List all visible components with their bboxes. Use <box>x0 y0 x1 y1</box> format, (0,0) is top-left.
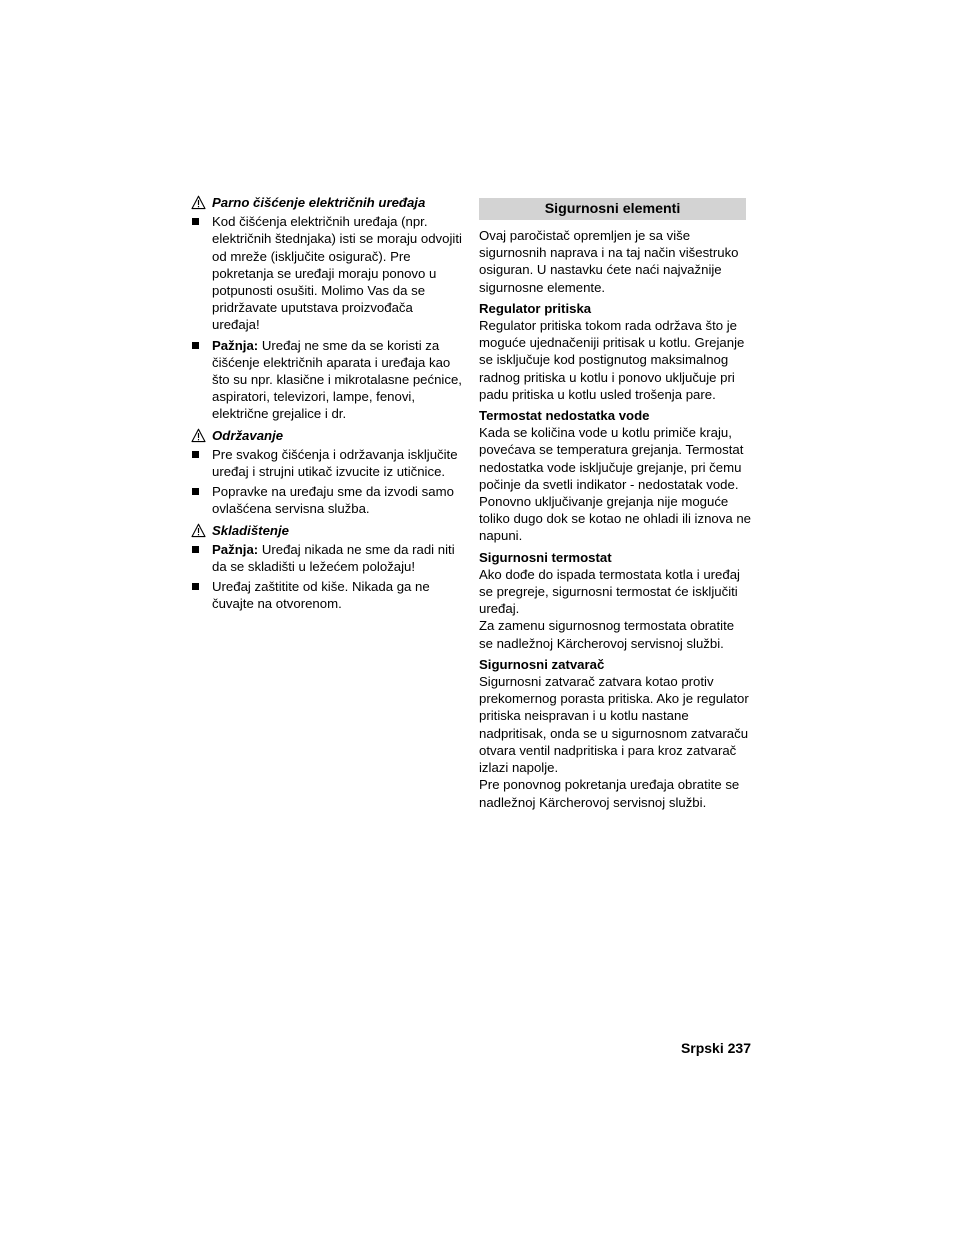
square-bullet-icon <box>192 218 199 225</box>
square-bullet-icon <box>192 342 199 349</box>
paragraph: Regulator pritiska tokom rada održava što je moguće ujednačeniji pritisak u kotlu. Grejanje se isključuje kod postignutog maksimalnog radnog pritiska u kotlu i ponovo uključuje pri padu pritiska u kotlu usled trošenja pare. <box>479 318 745 402</box>
section-heading: Održavanje <box>191 427 463 444</box>
list-item: Kod čišćenja električnih uređaja (npr. električnih štednjaka) isti se moraju odvojiti od mreže (isključite osigurač). Pre pokretanja se uređaji moraju ponovo u potpunosti osušiti. Molimo Vas da se pridržavate uputstava proizvođača uređaja! <box>191 213 463 333</box>
subheading-safety-valve: Sigurnosni zatvarač <box>479 656 605 672</box>
right-column <box>479 198 751 811</box>
paragraph: Ako dođe do ispada termostata kotla i uređaj se pregreje, sigurnosni termostat će isključiti uređaj. <box>479 566 740 617</box>
paragraph: Sigurnosni zatvarač zatvara kotao protiv prekomernog porasta pritiska. Ako je regulator pritiska neispravan i u kotlu nastane nadpritisak, onda se u sigurnosnom zatvaraču otvara ventil nadpritiska i para kroz zatvarač izlazi napolje. <box>479 674 749 776</box>
square-bullet-icon <box>192 546 199 553</box>
square-bullet-icon <box>192 451 199 458</box>
list-item: Popravke na uređaju sme da izvodi samo ovlašćena servisna služba. <box>191 483 463 517</box>
bullet-list <box>191 446 463 518</box>
paragraph: Kada se količina vode u kotlu primiče kraju, povećava se temperatura grejanja. Termostat nedostatka vode isključuje grejanje, pri čemu počinje da svetli indikator - nedostatak vode. Ponovno uključivanje grejanja nije moguće toliko dugo dok se kotao ne ohladi ili iznova ne napuni. <box>479 425 751 544</box>
subheading-low-water-thermostat: Termostat nedostatka vode <box>479 408 650 424</box>
section-storage <box>191 522 463 613</box>
bullet-list <box>191 213 463 422</box>
list-item: Pažnja: Uređaj ne sme da se koristi za čišćenje električnih aparata i uređaja kao što su npr. klasične i mikrotalasne pećnice, aspiratori, televizori, lampe, fenovi, električne grejalice i dr. <box>191 337 463 423</box>
intro-paragraph: Ovaj paročistač opremljen je sa više sigurnosnih naprava i na taj način višestruko osiguran. U nastavku ćete naći najvažnije sigurnosne elemente. <box>479 228 739 295</box>
section-banner: Sigurnosni elementi <box>479 198 746 220</box>
warning-triangle-icon <box>191 523 206 538</box>
square-bullet-icon <box>192 583 199 590</box>
warning-triangle-icon <box>191 195 206 210</box>
section-heading: Skladištenje <box>191 522 463 539</box>
list-item: Uređaj zaštitite od kiše. Nikada ga ne čuvajte na otvorenom. <box>191 578 463 612</box>
square-bullet-icon <box>192 488 199 495</box>
list-item: Pažnja: Uređaj nikada ne sme da radi niti da se skladišti u ležećem položaju! <box>191 541 463 575</box>
subheading-pressure-regulator: Regulator pritiska <box>479 300 592 316</box>
bullet-list <box>191 541 463 613</box>
paragraph: Pre ponovnog pokretanja uređaja obratite se nadležnoj Kärcherovoj servisnoj službi. <box>479 777 740 810</box>
warning-triangle-icon <box>191 428 206 443</box>
list-item: Pre svakog čišćenja i održavanja isključite uređaj i strujni utikač izvucite iz utičnice. <box>191 446 463 480</box>
section-heading: Parno čišćenje električnih uređaja <box>191 194 463 211</box>
paragraph: Za zamenu sigurnosnog termostata obratite se nadležnoj Kärcherovoj servisnoj službi. <box>479 618 735 651</box>
section-maintenance <box>191 427 463 518</box>
page-number: Srpski 237 <box>680 1040 751 1056</box>
section-electrical-cleaning <box>191 194 463 423</box>
left-column <box>191 194 463 617</box>
subheading-safety-thermostat: Sigurnosni termostat <box>479 549 612 565</box>
